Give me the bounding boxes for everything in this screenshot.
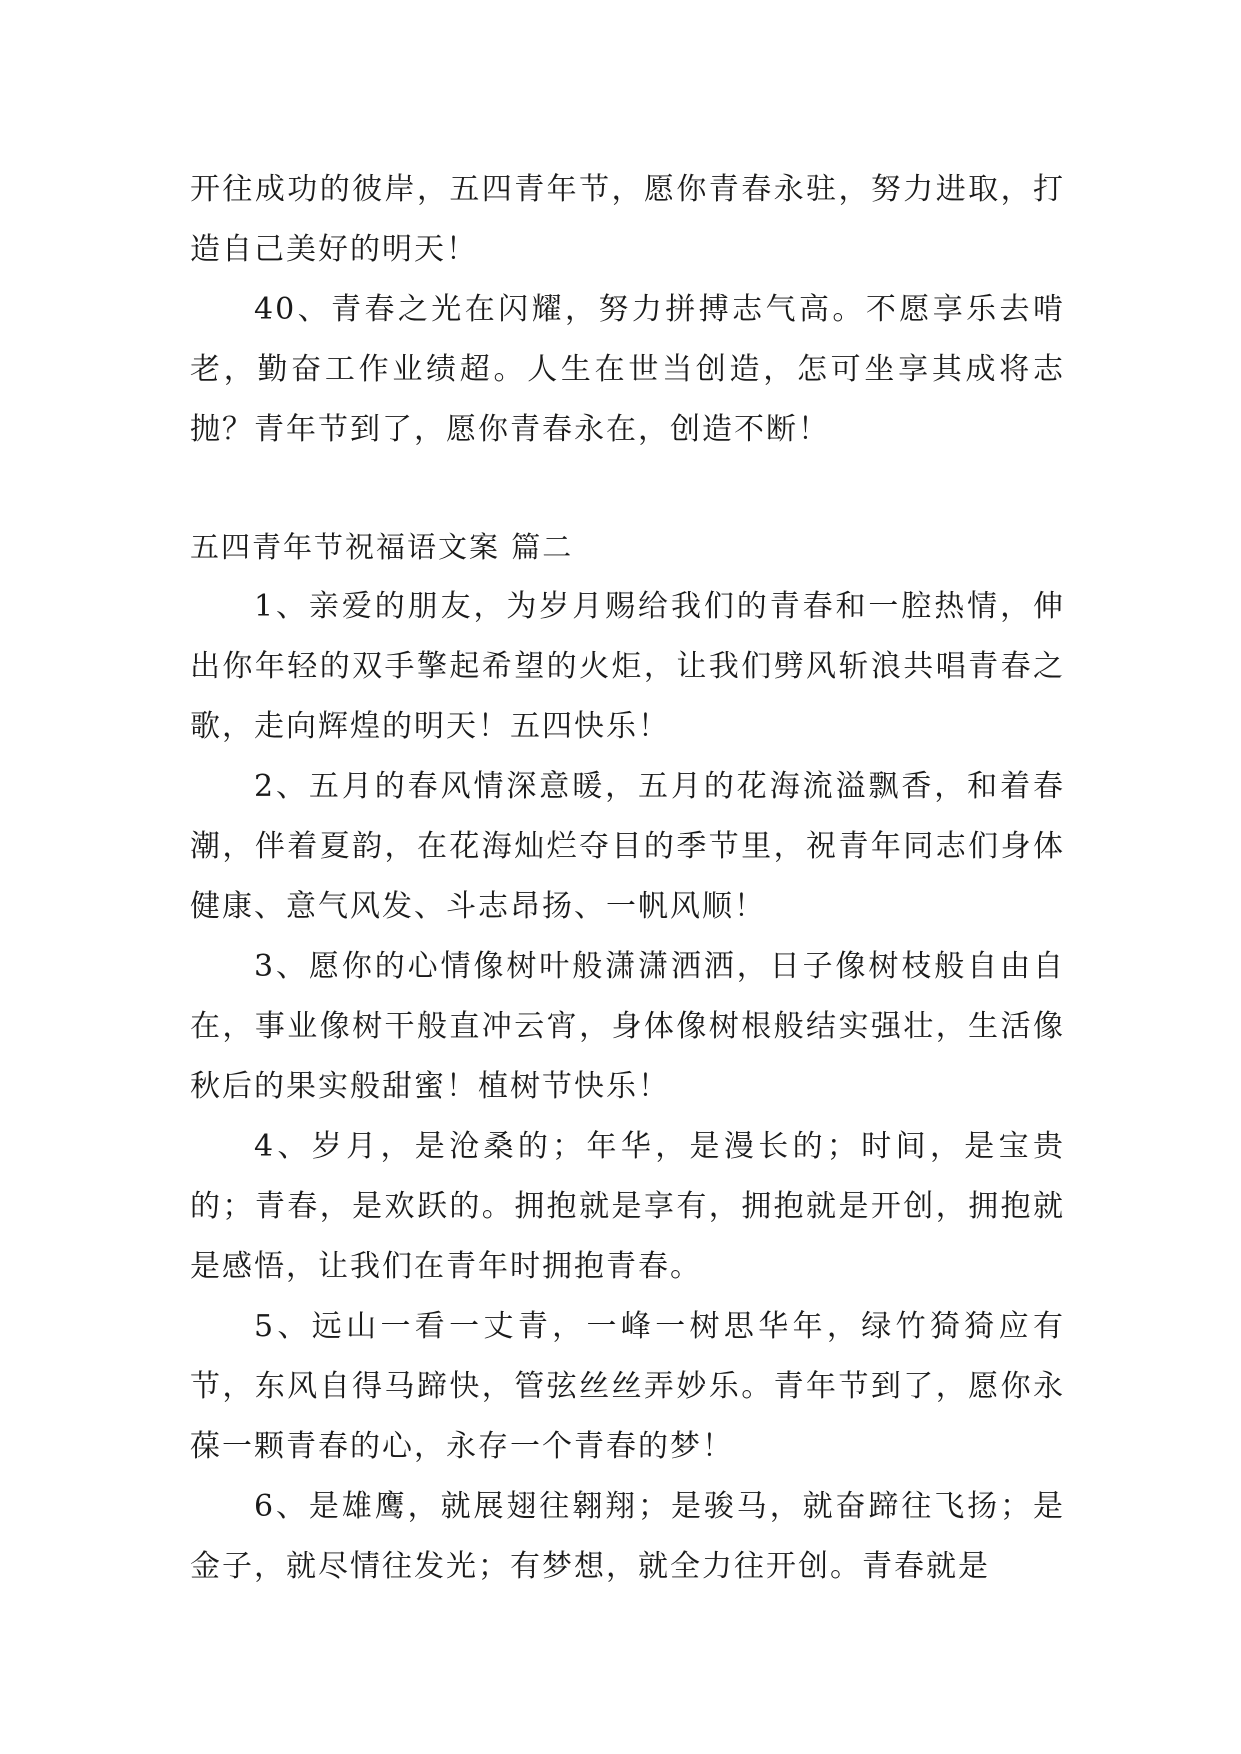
section-heading: 五四青年节祝福语文案 篇二 [190,530,574,564]
document-body [190,160,1065,1597]
paragraph-item-5: 5、远山一看一丈青，一峰一树思华年，绿竹猗猗应有节，东风自得马蹄快，管弦丝丝弄妙乐。青年节到了，愿你永葆一颗青春的心，永存一个青春的梦！ [190,1309,1065,1464]
paragraph-item-4: 4、岁月，是沧桑的；年华，是漫长的；时间，是宝贵的；青春，是欢跃的。拥抱就是享有，拥抱就是开创，拥抱就是感悟，让我们在青年时拥抱青春。 [190,1129,1065,1284]
paragraph-item-6: 6、是雄鹰，就展翅往翱翔；是骏马，就奋蹄往飞扬；是金子，就尽情往发光；有梦想，就全力往开创。青春就是 [190,1489,1065,1584]
paragraph-item-2: 2、五月的春风情深意暖，五月的花海流溢飘香，和着春潮，伴着夏韵，在花海灿烂夺目的季节里，祝青年同志们身体健康、意气风发、斗志昂扬、一帆风顺！ [190,769,1065,924]
paragraph-item-40: 40、青春之光在闪耀，努力拼搏志气高。不愿享乐去啃老，勤奋工作业绩超。人生在世当创造，怎可坐享其成将志抛？青年节到了，愿你青春永在，创造不断！ [190,292,1065,447]
paragraph-item-1: 1、亲爱的朋友，为岁月赐给我们的青春和一腔热情，伸出你年轻的双手擎起希望的火炬，让我们劈风斩浪共唱青春之歌，走向辉煌的明天！五四快乐！ [190,589,1065,744]
paragraph-item-3: 3、愿你的心情像树叶般潇潇洒洒，日子像树枝般自由自在，事业像树干般直冲云宵，身体像树根般结实强壮，生活像秋后的果实般甜蜜！植树节快乐！ [190,949,1065,1104]
continuation-paragraph: 开往成功的彼岸，五四青年节，愿你青春永驻，努力进取，打造自己美好的明天！ [190,172,1065,267]
